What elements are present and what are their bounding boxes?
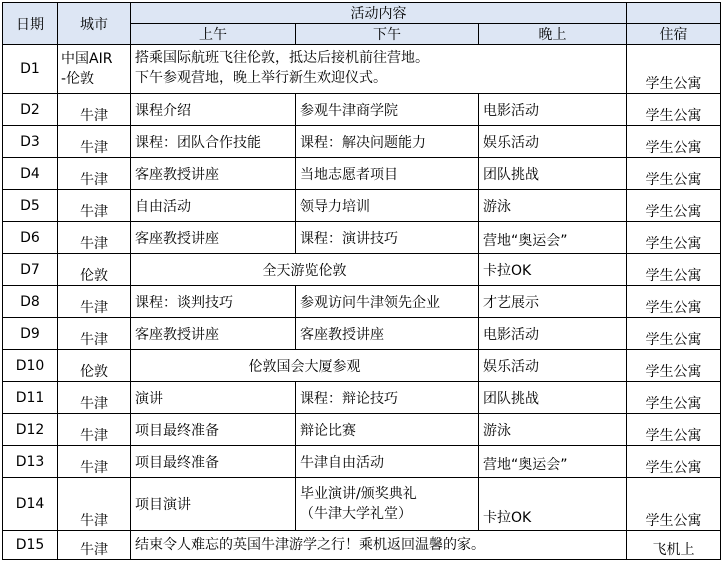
evening-cell: 才艺展示 xyxy=(479,286,627,318)
table-row xyxy=(3,446,721,478)
city-cell: 牛津 xyxy=(58,222,131,254)
day-cell: D10 xyxy=(3,350,58,382)
evening-cell: 娱乐活动 xyxy=(479,350,627,382)
stay-cell: 学生公寓 xyxy=(627,254,721,286)
city-cell: 伦敦 xyxy=(58,350,131,382)
stay-cell: 学生公寓 xyxy=(627,286,721,318)
table-row xyxy=(3,190,721,222)
evening-cell: 团队挑战 xyxy=(479,382,627,414)
afternoon-cell: 参观牛津商学院 xyxy=(296,94,479,126)
header-afternoon: 下午 xyxy=(296,24,479,45)
header-activities: 活动内容 xyxy=(131,3,627,24)
table-row xyxy=(3,254,721,286)
afternoon-cell: 当地志愿者项目 xyxy=(296,158,479,190)
evening-cell: 卡拉OK xyxy=(479,254,627,286)
morning-cell: 课程：团队合作技能 xyxy=(131,126,296,158)
city-cell: 牛津 xyxy=(58,318,131,350)
full-day-cell: 伦敦国会大厦参观 xyxy=(131,350,479,382)
day-cell: D1 xyxy=(3,45,58,94)
city-cell: 牛津 xyxy=(58,94,131,126)
city-cell: 牛津 xyxy=(58,446,131,478)
stay-cell: 学生公寓 xyxy=(627,222,721,254)
stay-cell: 学生公寓 xyxy=(627,94,721,126)
day-cell: D14 xyxy=(3,478,58,531)
day-cell: D9 xyxy=(3,318,58,350)
evening-cell: 营地“奥运会” xyxy=(479,222,627,254)
evening-cell: 电影活动 xyxy=(479,318,627,350)
header-accommodation: 住宿 xyxy=(627,24,721,45)
stay-cell: 学生公寓 xyxy=(627,350,721,382)
table-row xyxy=(3,531,721,560)
header-morning: 上午 xyxy=(131,24,296,45)
stay-cell: 飞机上 xyxy=(627,531,721,560)
afternoon-cell: 领导力培训 xyxy=(296,190,479,222)
evening-cell: 游泳 xyxy=(479,190,627,222)
evening-cell: 营地“奥运会” xyxy=(479,446,627,478)
afternoon-cell: 客座教授讲座 xyxy=(296,318,479,350)
morning-cell: 项目最终准备 xyxy=(131,446,296,478)
city-cell: 牛津 xyxy=(58,126,131,158)
morning-cell: 演讲 xyxy=(131,382,296,414)
morning-cell: 自由活动 xyxy=(131,190,296,222)
stay-cell: 学生公寓 xyxy=(627,126,721,158)
day-cell: D8 xyxy=(3,286,58,318)
table-row xyxy=(3,222,721,254)
stay-cell: 学生公寓 xyxy=(627,318,721,350)
table-row xyxy=(3,350,721,382)
stay-cell: 学生公寓 xyxy=(627,190,721,222)
city-cell: 牛津 xyxy=(58,531,131,560)
day-cell: D12 xyxy=(3,414,58,446)
table-row xyxy=(3,94,721,126)
morning-cell: 课程介绍 xyxy=(131,94,296,126)
day-cell: D13 xyxy=(3,446,58,478)
table-row xyxy=(3,126,721,158)
city-cell: 牛津 xyxy=(58,286,131,318)
evening-cell: 电影活动 xyxy=(479,94,627,126)
day-cell: D6 xyxy=(3,222,58,254)
activity-cell-full: 结束令人难忘的英国牛津游学之行！乘机返回温馨的家。 xyxy=(131,531,627,560)
afternoon-cell: 课程：辩论技巧 xyxy=(296,382,479,414)
afternoon-cell: 课程：解决问题能力 xyxy=(296,126,479,158)
day-cell: D15 xyxy=(3,531,58,560)
afternoon-cell: 辩论比赛 xyxy=(296,414,479,446)
city-cell: 牛津 xyxy=(58,190,131,222)
full-day-cell: 全天游览伦敦 xyxy=(131,254,479,286)
city-cell: 牛津 xyxy=(58,414,131,446)
city-cell: 中国AIR -伦敦 xyxy=(58,45,131,94)
table-row xyxy=(3,158,721,190)
day-cell: D11 xyxy=(3,382,58,414)
table-row xyxy=(3,318,721,350)
morning-cell: 客座教授讲座 xyxy=(131,318,296,350)
header-blank xyxy=(627,3,721,24)
afternoon-cell: 课程：演讲技巧 xyxy=(296,222,479,254)
morning-cell: 客座教授讲座 xyxy=(131,222,296,254)
evening-cell: 卡拉OK xyxy=(479,478,627,531)
table-row xyxy=(3,382,721,414)
table-row xyxy=(3,286,721,318)
city-cell: 牛津 xyxy=(58,382,131,414)
morning-cell: 项目最终准备 xyxy=(131,414,296,446)
header-day: 日期 xyxy=(3,3,58,45)
day-cell: D2 xyxy=(3,94,58,126)
city-cell: 牛津 xyxy=(58,478,131,531)
stay-cell: 学生公寓 xyxy=(627,382,721,414)
stay-cell: 学生公寓 xyxy=(627,478,721,531)
header-evening: 晚上 xyxy=(479,24,627,45)
header-city: 城市 xyxy=(58,3,131,45)
day-cell: D7 xyxy=(3,254,58,286)
stay-cell: 学生公寓 xyxy=(627,414,721,446)
evening-cell: 团队挑战 xyxy=(479,158,627,190)
afternoon-cell: 毕业演讲/颁奖典礼 （牛津大学礼堂） xyxy=(296,478,479,531)
morning-cell: 课程：谈判技巧 xyxy=(131,286,296,318)
afternoon-cell: 参观访问牛津领先企业 xyxy=(296,286,479,318)
activity-cell-full: 搭乘国际航班飞往伦敦，抵达后接机前往营地。 下午参观营地，晚上举行新生欢迎仪式。 xyxy=(131,45,627,94)
table-row xyxy=(3,414,721,446)
stay-cell: 学生公寓 xyxy=(627,45,721,94)
city-cell: 牛津 xyxy=(58,158,131,190)
stay-cell: 学生公寓 xyxy=(627,158,721,190)
itinerary-table xyxy=(2,2,721,560)
day-cell: D4 xyxy=(3,158,58,190)
day-cell: D3 xyxy=(3,126,58,158)
morning-cell: 项目演讲 xyxy=(131,478,296,531)
table-row xyxy=(3,45,721,94)
city-cell: 伦敦 xyxy=(58,254,131,286)
table-row xyxy=(3,478,721,531)
day-cell: D5 xyxy=(3,190,58,222)
afternoon-cell: 牛津自由活动 xyxy=(296,446,479,478)
stay-cell: 学生公寓 xyxy=(627,446,721,478)
evening-cell: 娱乐活动 xyxy=(479,126,627,158)
morning-cell: 客座教授讲座 xyxy=(131,158,296,190)
evening-cell: 游泳 xyxy=(479,414,627,446)
